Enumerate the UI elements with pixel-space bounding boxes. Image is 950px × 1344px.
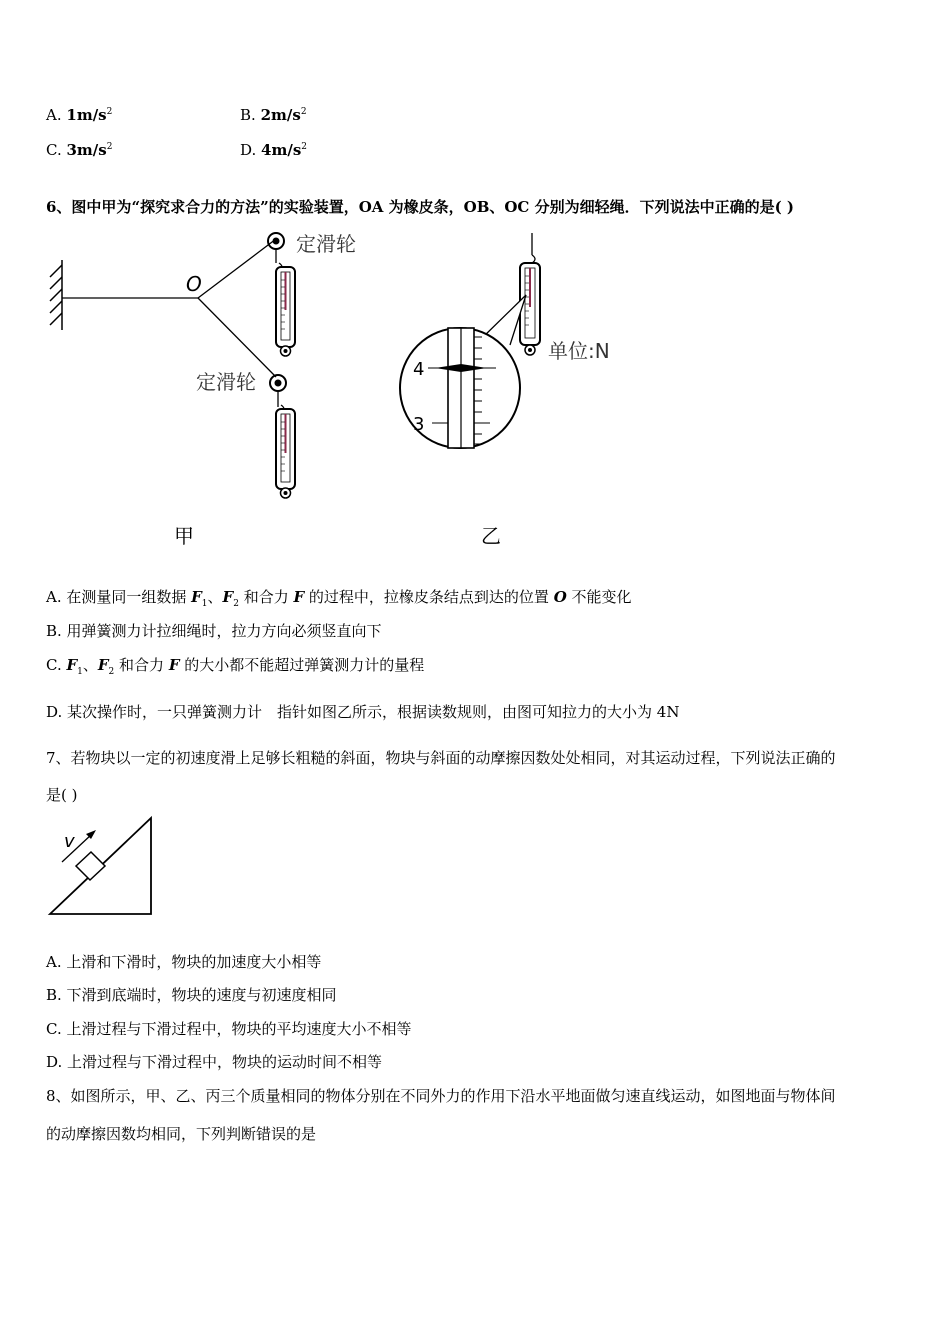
spring-scale-hanging-icon [520,233,540,355]
q5-option-c [46,137,112,160]
text: 、 [207,588,223,606]
option-letter: B. [240,106,256,124]
q6-figure [40,225,640,555]
q5-option-b [240,102,307,125]
q6-option-a [46,587,632,614]
q8-stem-line1: 8、如图所示，甲、乙、丙三个质量相同的物体分别在不同外力的作用下沿水平地面做匀速直线运动，如图地面与物体间 [46,1087,836,1105]
q6-stem: 6、图中甲为“探究求合力的方法”的实验装置，OA 为橡皮条，OB、OC 分别为细轻绳．下列说法中正确的是( ) [46,198,795,216]
var: F [168,656,180,674]
text: A. 在测量同一组数据 [46,588,192,606]
text: 的大小都不能超过弹簧测力计的量程 [179,656,425,674]
q5-option-a [46,102,112,125]
q6-option-b: B. 用弹簧测力计拉细绳时，拉力方向必须竖直向下 [46,622,382,640]
pulley-bottom-icon [270,375,286,407]
label-o: O [186,272,202,296]
text: C. [46,656,67,674]
spring-scale-top-icon [276,263,295,356]
option-sup: 2 [300,107,307,117]
ropes [62,239,276,377]
text: 和合力 [238,588,294,606]
pulley-top-icon [268,233,284,263]
caption-left: 甲 [174,524,194,548]
option-value: 2m/s [260,106,301,124]
text: 不能变化 [566,588,632,606]
label-v: v [64,831,75,852]
option-value: 3m/s [66,141,107,159]
option-letter: D. [240,141,257,159]
sub: 1 [77,667,83,677]
var: F [222,588,234,606]
text: 的过程中，拉橡皮条结点到达的位置 [304,588,554,606]
var: F [97,656,109,674]
q6-option-d: D. 某次操作时，一只弹簧测力计 指针如图乙所示，根据读数规则，由图可知拉力的大小为 4N [46,703,680,721]
q7-option-d: D. 上滑过程与下滑过程中，物块的运动时间不相等 [46,1053,383,1071]
var: F [191,588,202,606]
option-letter: A. [46,106,62,124]
option-value: 4m/s [261,141,302,159]
q7-option-c: C. 上滑过程与下滑过程中，物块的平均速度大小不相等 [46,1020,412,1038]
scale-label-4: 4 [413,359,425,380]
option-letter: C. [46,141,62,159]
option-sup: 2 [106,107,113,117]
sub: 2 [108,667,115,677]
caption-right: 乙 [481,524,501,548]
q7-stem-line1: 7、若物块以一定的初速度滑上足够长粗糙的斜面，物块与斜面的动摩擦因数处处相同，对其运动过程，下列说法正确的 [46,749,836,767]
text: 和合力 [114,656,169,674]
var: O [553,588,567,606]
option-sup: 2 [106,142,113,152]
pulley-bottom-label: 定滑轮 [196,370,256,394]
var: F [66,656,78,674]
q7-option-a: A. 上滑和下滑时，物块的加速度大小相等 [46,953,322,971]
q7-incline-figure [40,810,170,925]
q8-stem-line2: 的动摩擦因数均相同，下列判断错误的是 [46,1125,317,1143]
scale-label-3: 3 [413,414,425,435]
text: 、 [82,656,98,674]
spring-scale-bottom-icon [276,405,295,498]
wall [50,260,62,330]
sub: 1 [201,599,208,609]
sub: 2 [233,599,239,609]
q5-option-d [240,137,307,160]
var: F [293,588,305,606]
unit-label: 单位:N [548,339,610,363]
q7-option-b: B. 下滑到底端时，物块的速度与初速度相同 [46,986,337,1004]
option-sup: 2 [301,142,308,152]
q7-stem-line2: 是( ) [46,786,78,804]
pulley-top-label: 定滑轮 [296,232,356,256]
block [76,852,105,880]
q6-option-c [46,655,424,682]
option-value: 1m/s [66,106,107,124]
